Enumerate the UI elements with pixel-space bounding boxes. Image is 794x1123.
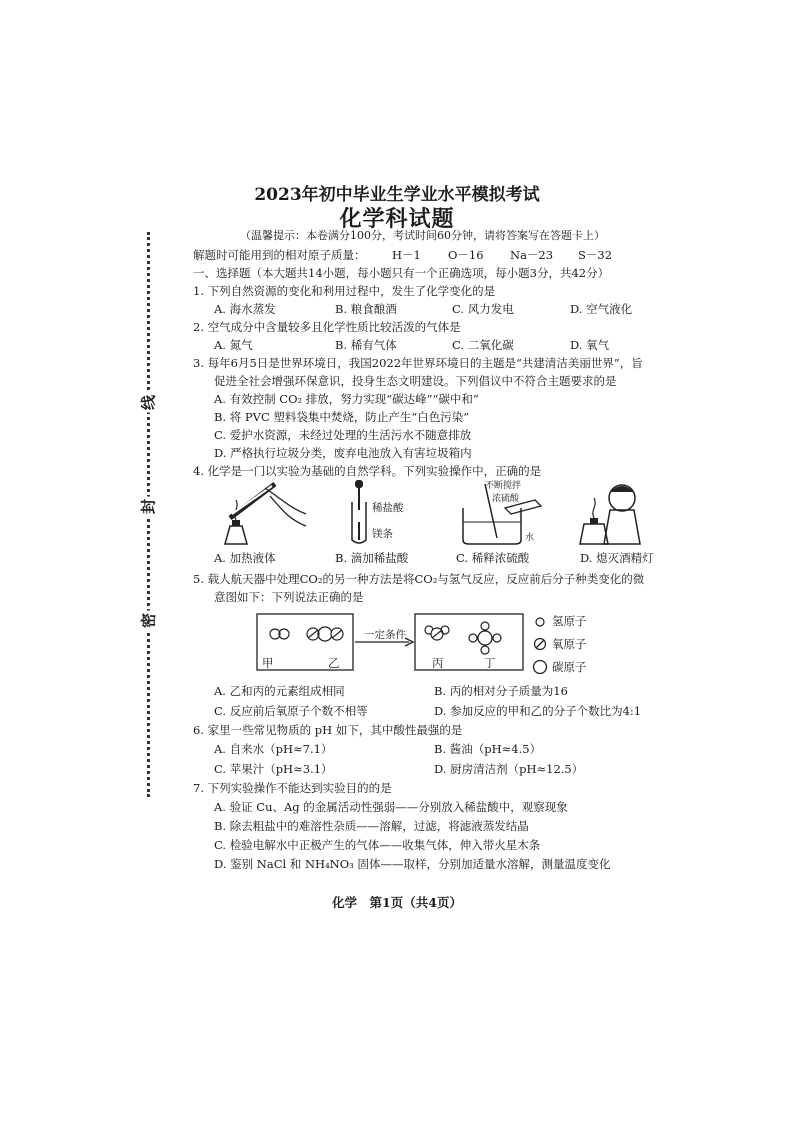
atomic-mass-s: S－32	[578, 248, 613, 262]
q2-option-a: A. 氮气	[214, 338, 253, 352]
q5-legend-carbon: 碳原子	[552, 660, 587, 674]
q5-label-ding: 丁	[484, 656, 496, 670]
q4-stem: 4. 化学是一门以实验为基础的自然学科。下列实验操作中，正确的是	[193, 464, 542, 478]
q4-label-stir: 不断搅拌	[485, 481, 522, 491]
side-label-feng: 封	[138, 497, 159, 517]
exam-subtitle: 化学科试题	[339, 206, 455, 232]
q5-option-b: B. 丙的相对分子质量为16	[434, 684, 568, 698]
q7-option-c: C. 检验电解水中正极产生的气体——收集气体，伸入带火星木条	[214, 838, 541, 852]
q6-option-c: C. 苹果汁（pH≈3.1）	[214, 762, 333, 776]
q1-option-d: D. 空气液化	[570, 302, 633, 316]
side-label-mi: 密	[138, 611, 159, 631]
q2-option-d: D. 氧气	[570, 338, 610, 352]
atomic-mass-na: Na－23	[510, 248, 554, 262]
q4-figure-extinguish-lamp	[570, 478, 650, 546]
q5-option-c: C. 反应前后氧原子个数不相等	[214, 704, 368, 718]
q6-option-b: B. 酱油（pH≈4.5）	[434, 742, 542, 756]
q5-condition-label: 一定条件	[364, 629, 406, 641]
q4-option-c: C. 稀释浓硫酸	[456, 551, 530, 565]
atomic-mass-h: H－1	[392, 248, 421, 262]
q4-label-water: 水	[525, 533, 535, 543]
q7-option-d: D. 鉴别 NaCl 和 NH₄NO₃ 固体——取样，分别加适量水溶解，测量温度变化	[214, 857, 611, 871]
q5-stem-line1: 5. 载人航天器中处理CO₂的另一种方法是将CO₂与氢气反应，反应前后分子种类变化的微	[193, 572, 645, 586]
q2-option-b: B. 稀有气体	[335, 338, 397, 352]
q3-option-d: D. 严格执行垃圾分类，废弃电池放入有害垃圾箱内	[214, 446, 472, 460]
q7-stem: 7. 下列实验操作不能达到实验目的的是	[193, 781, 392, 795]
q5-label-bing: 丙	[432, 656, 444, 670]
q5-legend-hydrogen-icon	[534, 616, 546, 628]
atomic-mass-label: 解题时可能用到的相对原子质量：	[193, 248, 366, 262]
q3-option-b: B. 将 PVC 塑料袋集中焚烧，防止产生“白色污染”	[214, 410, 470, 424]
q5-stem-line2: 意图如下：下列说法正确的是	[214, 590, 364, 604]
q4-label-mg-strip: 镁条	[372, 528, 393, 540]
q5-label-yi: 乙	[328, 656, 340, 670]
section-heading: 一、选择题（本大题共14小题，每小题只有一个正确选项，每小题3分，共42分）	[193, 266, 610, 280]
q3-option-c: C. 爱护水资源，未经过处理的生活污水不随意排放	[214, 428, 472, 442]
q5-label-jia: 甲	[262, 656, 274, 670]
q5-legend-oxygen-icon	[533, 637, 547, 651]
q5-option-a: A. 乙和丙的元素组成相同	[214, 684, 345, 698]
q3-option-a: A. 有效控制 CO₂ 排放，努力实现“碳达峰”“碳中和”	[214, 392, 479, 406]
side-label-xian: 线	[138, 393, 159, 413]
q4-option-d: D. 熄灭酒精灯	[580, 551, 654, 565]
q7-option-b: B. 除去粗盐中的难溶性杂质——溶解，过滤，将滤液蒸发结晶	[214, 819, 529, 833]
q3-stem-line2: 促进全社会增强环保意识，投身生态文明建设。下列倡议中不符合主题要求的是	[214, 374, 617, 388]
atomic-mass-o: O－16	[448, 248, 484, 262]
q3-stem-line1: 3. 每年6月5日是世界环境日，我国2022年世界环境日的主题是“共建清洁美丽世界”，旨	[193, 356, 643, 370]
q4-figure-heating-liquid	[210, 478, 310, 546]
q5-legend-hydrogen: 氢原子	[552, 614, 587, 628]
q1-stem: 1. 下列自然资源的变化和利用过程中，发生了化学变化的是	[193, 284, 496, 298]
q1-option-b: B. 粮食酿酒	[335, 302, 397, 316]
q6-option-d: D. 厨房清洁剂（pH≈12.5）	[434, 762, 584, 776]
q5-option-d: D. 参加反应的甲和乙的分子个数比为4:1	[434, 704, 642, 718]
q4-label-dilute-hcl: 稀盐酸	[372, 502, 404, 514]
exam-note: （温馨提示：本卷满分100分，考试时间60分钟，请将答案写在答题卡上）	[240, 229, 605, 242]
q4-option-b: B. 滴加稀盐酸	[335, 551, 409, 565]
q1-option-a: A. 海水蒸发	[214, 302, 276, 316]
q4-label-conc-acid: 浓硫酸	[492, 494, 520, 504]
exam-title: 2023年初中毕业生学业水平模拟考试	[254, 185, 540, 205]
page-footer: 化学 第1页（共4页）	[332, 895, 462, 910]
q5-legend-carbon-icon	[532, 659, 548, 675]
q1-option-c: C. 风力发电	[452, 302, 514, 316]
q6-option-a: A. 自来水（pH≈7.1）	[214, 742, 333, 756]
q5-legend-oxygen: 氧原子	[552, 637, 587, 651]
q7-option-a: A. 验证 Cu、Ag 的金属活动性强弱——分别放入稀盐酸中，观察现象	[214, 800, 568, 814]
q6-stem: 6. 家里一些常见物质的 pH 如下，其中酸性最强的是	[193, 723, 463, 737]
q2-stem: 2. 空气成分中含量较多且化学性质比较活泼的气体是	[193, 320, 461, 334]
q2-option-c: C. 二氧化碳	[452, 338, 514, 352]
q4-option-a: A. 加热液体	[214, 551, 276, 565]
